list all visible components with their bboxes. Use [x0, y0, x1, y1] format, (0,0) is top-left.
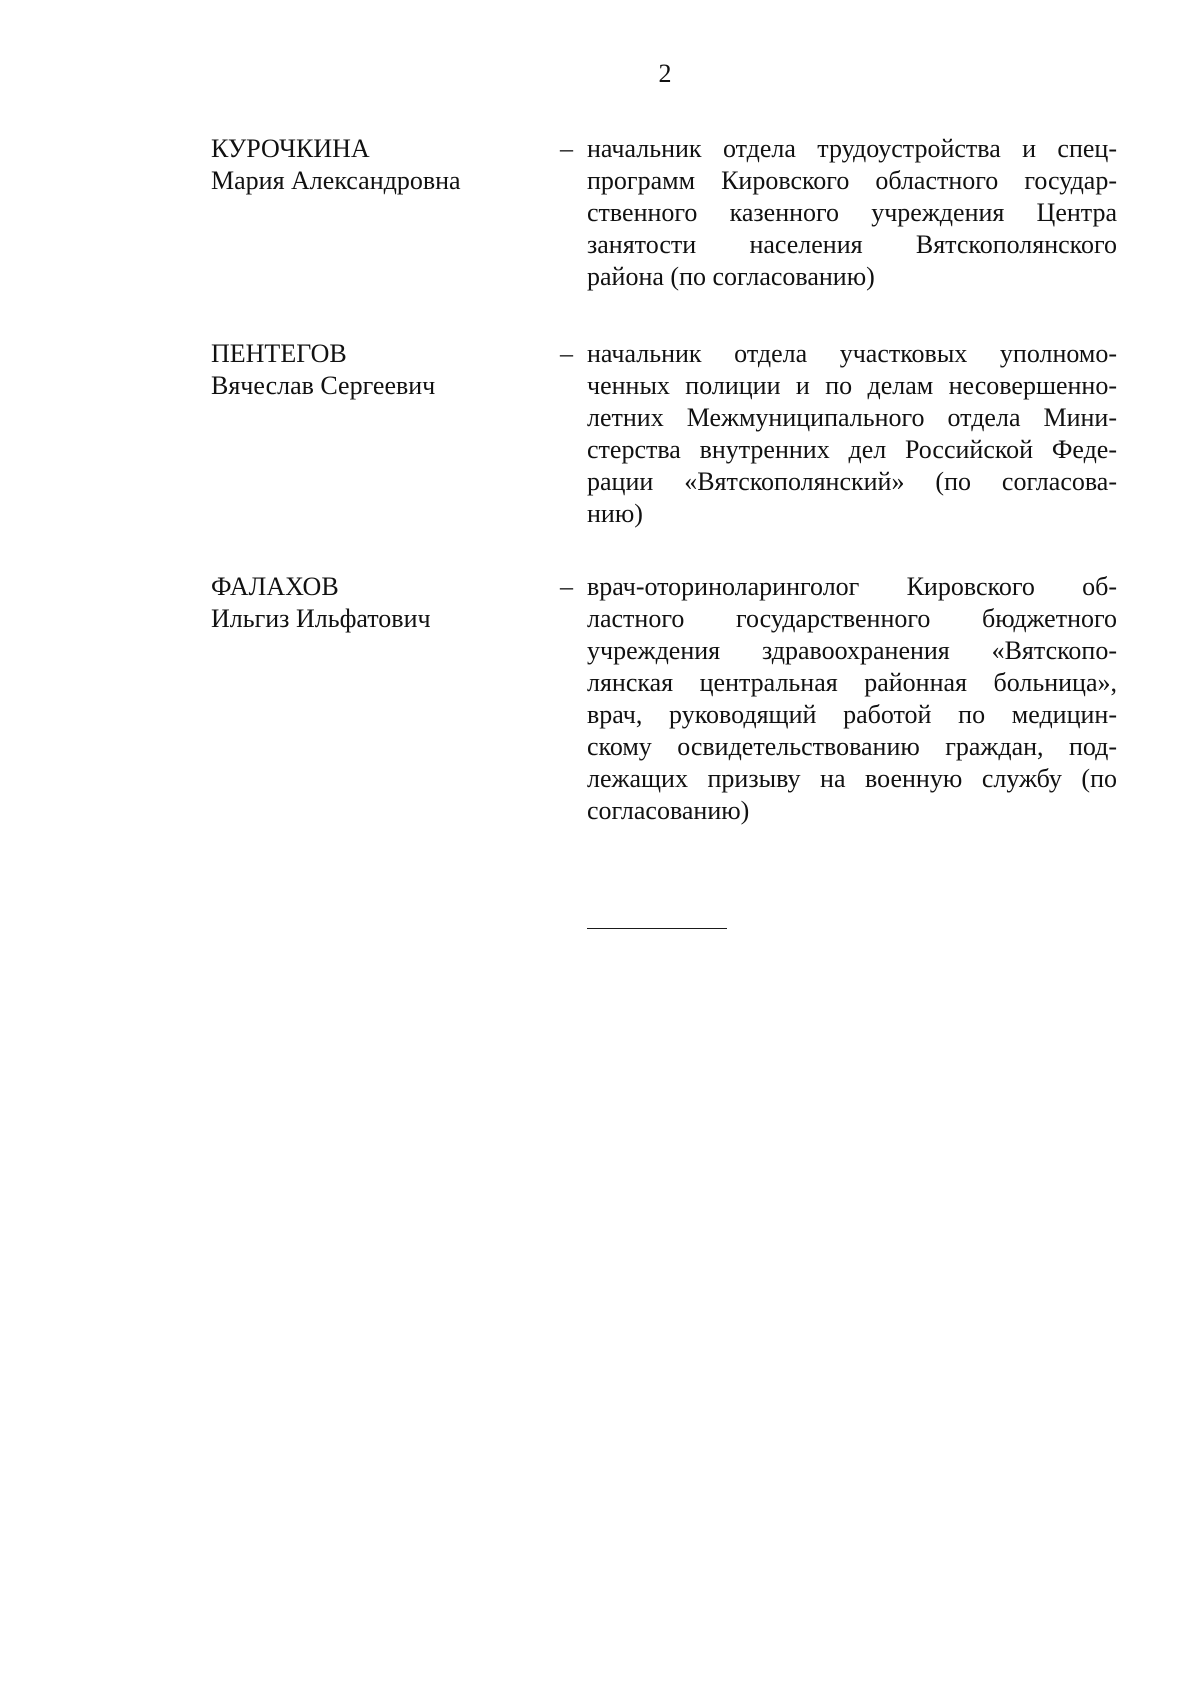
member-position	[587, 571, 1117, 827]
page-number: 2	[658, 59, 672, 88]
member-name	[211, 571, 531, 635]
position-line: врач, руководящий работой по медицин-	[587, 700, 1117, 729]
position-line: ченных полиции и по делам несовершенно-	[587, 371, 1117, 400]
position-line: согласованию)	[587, 796, 750, 825]
member-given-names: Вячеслав Сергеевич	[211, 371, 436, 400]
position-line: начальник отдела участковых уполномо-	[587, 339, 1117, 368]
position-line: стерства внутренних дел Российской Феде-	[587, 435, 1117, 464]
position-line: учреждения здравоохранения «Вятскопо-	[587, 636, 1117, 665]
entry-dash: –	[560, 134, 573, 163]
position-line: скому освидетельствованию граждан, под-	[587, 732, 1117, 761]
position-line: нию)	[587, 499, 643, 528]
end-of-list-rule	[587, 928, 727, 929]
position-line: лянская центральная районная больница»,	[587, 668, 1117, 697]
member-given-names: Мария Александровна	[211, 166, 461, 195]
position-line: лежащих призыву на военную службу (по	[587, 764, 1117, 793]
member-name	[211, 133, 531, 197]
position-line: ластного государственного бюджетного	[587, 604, 1117, 633]
position-line: занятости населения Вятскополянского	[587, 230, 1117, 259]
member-surname: ФАЛАХОВ	[211, 572, 339, 601]
member-position	[587, 338, 1117, 530]
member-surname: КУРОЧКИНА	[211, 134, 370, 163]
position-line: врач-оториноларинголог Кировского об-	[587, 572, 1117, 601]
member-given-names: Ильгиз Ильфатович	[211, 604, 431, 633]
entry-dash: –	[560, 572, 573, 601]
member-name	[211, 338, 531, 402]
position-line: района (по согласованию)	[587, 262, 875, 291]
entry-dash: –	[560, 339, 573, 368]
member-surname: ПЕНТЕГОВ	[211, 339, 347, 368]
member-position	[587, 133, 1117, 293]
position-line: программ Кировского областного государ-	[587, 166, 1117, 195]
position-line: ственного казенного учреждения Центра	[587, 198, 1117, 227]
position-line: рации «Вятскополянский» (по согласова-	[587, 467, 1117, 496]
position-line: начальник отдела трудоустройства и спец-	[587, 134, 1117, 163]
position-line: летних Межмуниципального отдела Мини-	[587, 403, 1117, 432]
